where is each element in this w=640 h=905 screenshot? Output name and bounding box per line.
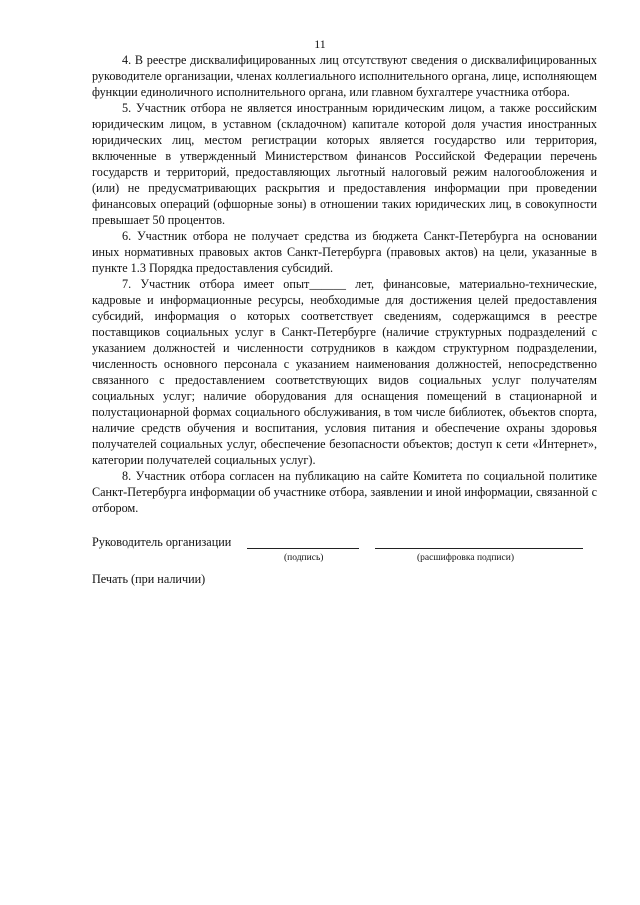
paragraph-5: 5. Участник отбора не является иностранным юридическим лицом, а также российским юридическим лицом, в уставном (складочном) капитале которой доля участия иностранных юридических лиц, местом регистрации которых является государство или территория, включенные в утвержденный Министерством финансов Российской Федерации перечень государств и территорий, предоставляющих льготный налоговый режим налогообложения и (или) не предусматривающих раскрытия и предоставления информации при проведении финансовых операций (офшорные зоны) в отношении таких юридических лиц, в совокупности превышает 50 процентов.	[92, 101, 597, 227]
paragraph-6: 6. Участник отбора не получает средства из бюджета Санкт-Петербурга на основании иных нормативных правовых актов Санкт-Петербурга (правовых актов) на цели, указанные в пункте 1.3 Порядка предоставления субсидий.	[92, 229, 597, 275]
signature-block	[92, 535, 597, 563]
signature-decoding-line	[375, 548, 583, 549]
stamp-label: Печать (при наличии)	[92, 572, 206, 586]
signature-line	[247, 548, 359, 549]
page-number: 11	[314, 37, 326, 51]
signature-label: Руководитель организации	[92, 535, 232, 549]
signature-caption: (подпись)	[284, 553, 324, 563]
paragraph-8: 8. Участник отбора согласен на публикацию на сайте Комитета по социальной политике Санкт-Петербурга информации об участнике отбора, заявлении и иной информации, связанной с отбором.	[92, 469, 597, 515]
signature-decoding-caption: (расшифровка подписи)	[417, 553, 514, 563]
paragraph-4: 4. В реестре дисквалифицированных лиц отсутствуют сведения о дисквалифицированных руководителе организации, членах коллегиального исполнительного органа, лице, исполняющем функции единоличного исполнительного органа, или главном бухгалтере участника отбора.	[92, 53, 597, 99]
paragraph-7: 7. Участник отбора имеет опыт______ лет, финансовые, материально-технические, кадровые и информационные ресурсы, необходимые для достижения целей предоставления субсидий, информация о которых соответствует сведениям, содержащимся в реестре поставщиков социальных услуг в Санкт-Петербурге (наличие структурных подразделений с указанием должностей и численности сотрудников в каждом структурном подразделении, численность основного персонала с указанием наименования должностей, непосредственно связанного с предоставлением соответствующих видов социальных услуг получателям социальных услуг; наличие оборудования для оснащения помещений в стационарной и полустационарной формах социального обслуживания, в том числе библиотек, объектов спорта, наличие средств обучения и воспитания, условия питания и обеспечение охраны здоровья получателей социальных услуг, обеспечение безопасности объектов; доступ к сети «Интернет», категории получателей социальных услуг).	[92, 277, 597, 467]
document-body	[92, 52, 597, 516]
